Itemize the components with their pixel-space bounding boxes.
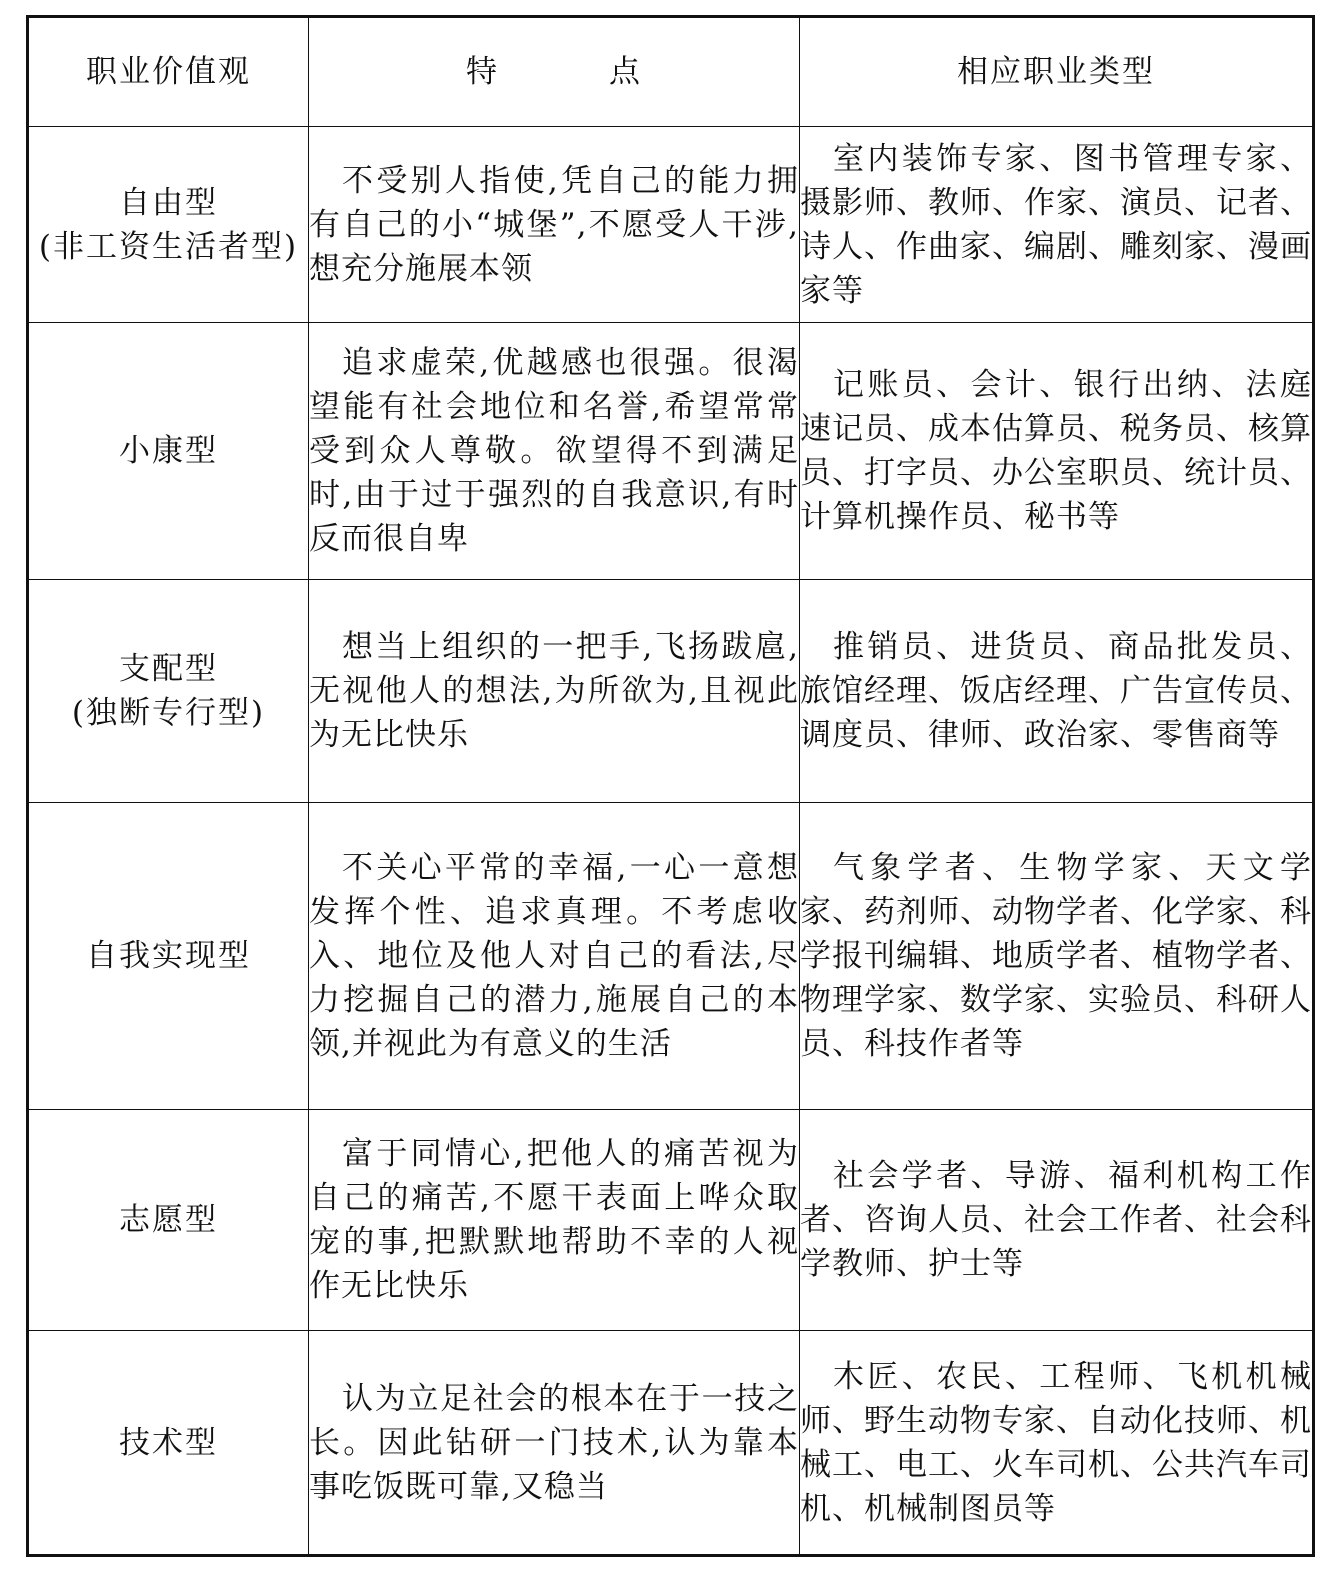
table-row xyxy=(28,323,1314,580)
table-row xyxy=(28,127,1314,323)
value-type-cell xyxy=(28,1331,309,1556)
table-row xyxy=(28,1331,1314,1556)
value-type-cell xyxy=(28,1110,309,1331)
trait-cell: 富于同情心,把他人的痛苦视为自己的痛苦,不愿干表面上哗众取宠的事,把默默地帮助不幸的人视作无比快乐 xyxy=(309,1110,800,1331)
jobs-cell: 木匠、农民、工程师、飞机机械师、野生动物专家、自动化技师、机械工、电工、火车司机、公共汽车司机、机械制图员等 xyxy=(800,1331,1314,1556)
jobs-cell: 推销员、进货员、商品批发员、旅馆经理、饭店经理、广告宣传员、调度员、律师、政治家、零售商等 xyxy=(800,580,1314,803)
value-type-name: 技术型 xyxy=(119,1424,218,1461)
value-type-name: 自我实现型 xyxy=(86,938,251,974)
trait-cell: 不受别人指使,凭自己的能力拥有自己的小“城堡”,不愿受人干涉,想充分施展本领 xyxy=(309,127,800,323)
header-value: 职业价值观 xyxy=(28,17,309,127)
header-row xyxy=(28,17,1314,127)
header-trait-left: 特 xyxy=(466,54,499,90)
value-type-name: 自由型 xyxy=(119,184,218,221)
table-row xyxy=(28,803,1314,1110)
header-trait xyxy=(309,17,800,127)
value-type-cell xyxy=(28,127,309,323)
value-type-name: 小康型 xyxy=(119,433,218,469)
header-jobs: 相应职业类型 xyxy=(800,17,1314,127)
jobs-cell: 室内装饰专家、图书管理专家、摄影师、教师、作家、演员、记者、诗人、作曲家、编剧、雕刻家、漫画家等 xyxy=(800,127,1314,323)
value-type-cell xyxy=(28,803,309,1110)
jobs-cell: 气象学者、生物学家、天文学家、药剂师、动物学者、化学家、科学报刊编辑、地质学者、植物学者、物理学家、数学家、实验员、科研人员、科技作者等 xyxy=(800,803,1314,1110)
trait-cell: 想当上组织的一把手,飞扬跋扈,无视他人的想法,为所欲为,且视此为无比快乐 xyxy=(309,580,800,803)
value-type-name: 支配型 xyxy=(119,651,218,687)
header-trait-right: 点 xyxy=(609,54,642,90)
jobs-cell: 社会学者、导游、福利机构工作者、咨询人员、社会工作者、社会科学教师、护士等 xyxy=(800,1110,1314,1331)
table-row xyxy=(28,1110,1314,1331)
trait-cell: 不关心平常的幸福,一心一意想发挥个性、追求真理。不考虑收入、地位及他人对自己的看法,尽力挖掘自己的潜力,施展自己的本领,并视此为有意义的生活 xyxy=(309,803,800,1110)
value-type-name: 志愿型 xyxy=(119,1202,218,1238)
table-row xyxy=(28,580,1314,803)
career-values-table xyxy=(26,15,1315,1557)
trait-cell: 认为立足社会的根本在于一技之长。因此钻研一门技术,认为靠本事吃饭既可靠,又稳当 xyxy=(309,1331,800,1556)
value-type-alias: (独断专行型) xyxy=(71,695,266,731)
trait-cell: 追求虚荣,优越感也很强。很渴望能有社会地位和名誉,希望常常受到众人尊敬。欲望得不到满足时,由于过于强烈的自我意识,有时反而很自卑 xyxy=(309,323,800,580)
value-type-cell xyxy=(28,323,309,580)
jobs-cell: 记账员、会计、银行出纳、法庭速记员、成本估算员、税务员、核算员、打字员、办公室职员、统计员、计算机操作员、秘书等 xyxy=(800,323,1314,580)
value-type-cell xyxy=(28,580,309,803)
value-type-alias: (非工资生活者型) xyxy=(38,228,299,265)
